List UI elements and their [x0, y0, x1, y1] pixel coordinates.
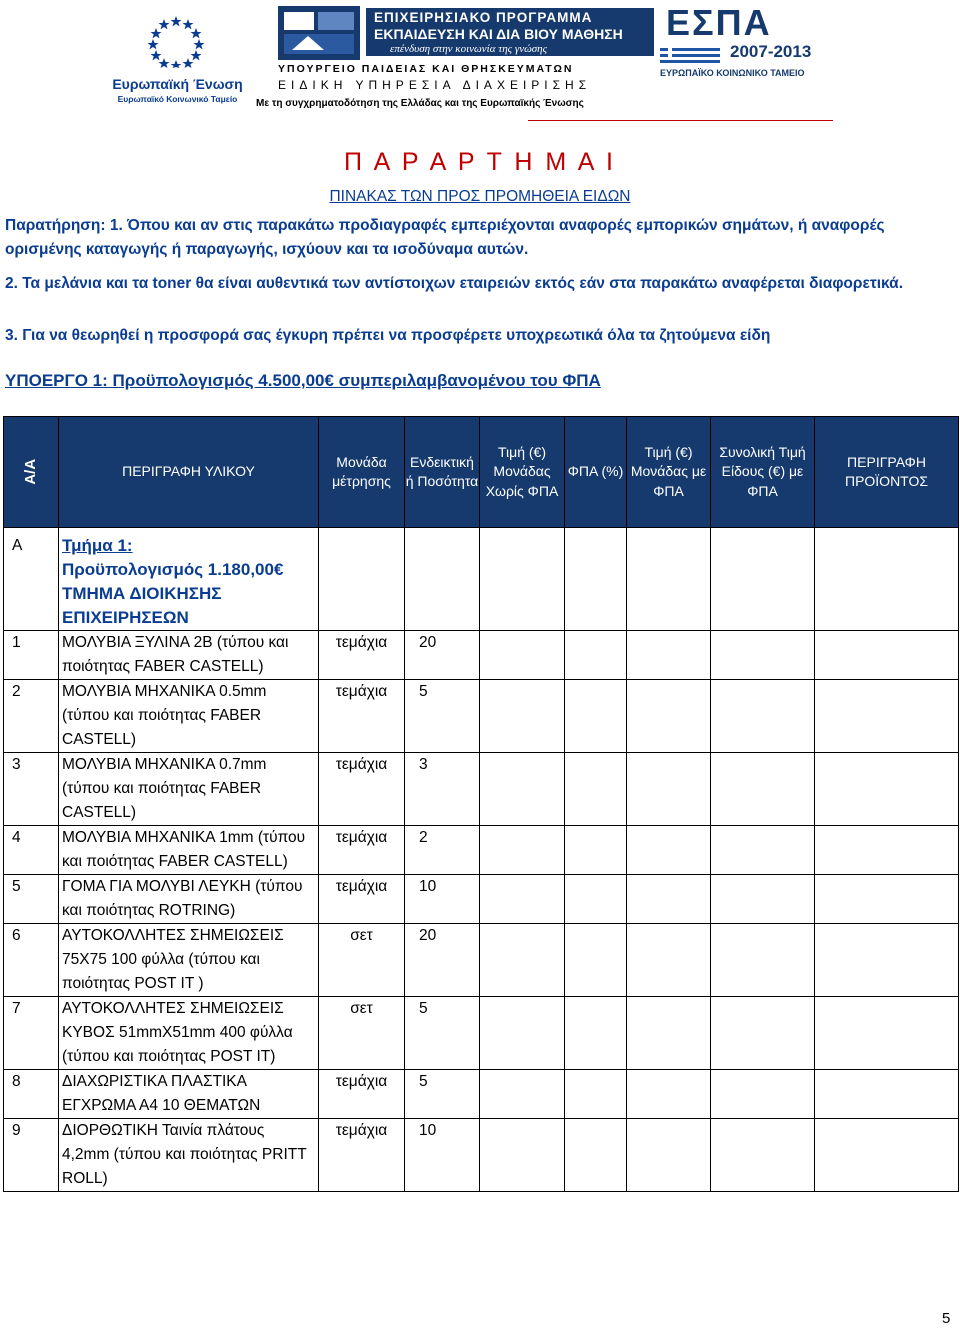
ministry-name: ΥΠΟΥΡΓΕΙΟ ΠΑΙΔΕΙΑΣ ΚΑΙ ΘΡΗΣΚΕΥΜΑΤΩΝ [278, 63, 574, 75]
item-description: ΑΥΤΟΚΟΛΛΗΤΕΣ ΣΗΜΕΙΩΣΕΙΣ 75Χ75 100 φύλλα (τύπου και ποιότητας POST IT ) [59, 924, 319, 997]
col-header-description: ΠΕΡΙΓΡΑΦΗ ΥΛΙΚΟΥ [59, 417, 319, 528]
item-quantity: 5 [405, 1070, 480, 1119]
item-description: ΜΟΛΥΒΙΑ ΜΗΧΑΝΙΚΑ 0.7mm (τύπου και ποιότητας FABER CASTELL) [59, 753, 319, 826]
item-number: 6 [4, 924, 59, 997]
item-vat [565, 997, 627, 1070]
item-vat [565, 631, 627, 680]
item-product-description [815, 631, 959, 680]
item-total [711, 997, 815, 1070]
item-number: 5 [4, 875, 59, 924]
item-vat [565, 753, 627, 826]
item-product-description [815, 924, 959, 997]
item-description: ΓΟΜΑ ΓΙΑ ΜΟΛΥΒΙ ΛΕΥΚΗ (τύπου και ποιότητας ROTRING) [59, 875, 319, 924]
managing-authority: ΕΙΔΙΚΗ ΥΠΗΡΕΣΙΑ ΔΙΑΧΕΙΡΙΣΗΣ [278, 78, 592, 92]
item-description: ΜΟΛΥΒΙΑ ΞΥΛΙΝΑ 2Β (τύπου και ποιότητας FABER CASTELL) [59, 631, 319, 680]
item-price-no-vat [480, 631, 565, 680]
item-product-description [815, 997, 959, 1070]
item-price-no-vat [480, 997, 565, 1070]
header-divider [528, 120, 833, 121]
item-product-description [815, 1070, 959, 1119]
item-number: 9 [4, 1119, 59, 1192]
operational-programme-logo [256, 6, 658, 114]
item-total [711, 631, 815, 680]
item-product-description [815, 875, 959, 924]
page-number: 5 [942, 1310, 951, 1327]
espa-wordmark: ΕΣΠΑ [666, 2, 772, 43]
item-quantity: 10 [405, 1119, 480, 1192]
eu-logo [105, 8, 250, 108]
programme-slogan: επένδυση στην κοινωνία της γνώσης [390, 43, 548, 55]
col-header-total: Συνολική Τιμή Είδους (€) με ΦΠΑ [711, 417, 815, 528]
item-unit: τεμάχια [319, 1119, 405, 1192]
item-number: 8 [4, 1070, 59, 1119]
annex-title: Π Α Ρ Α Ρ Τ Η Μ Α Ι [344, 148, 616, 176]
espa-logo [660, 2, 830, 86]
item-unit: τεμάχια [319, 680, 405, 753]
annex-subtitle: ΠΙΝΑΚΑΣ ΤΩΝ ΠΡΟΣ ΠΡΟΜΗΘΕΙΑ ΕΙΔΩΝ [329, 188, 631, 205]
item-number: 1 [4, 631, 59, 680]
item-vat [565, 680, 627, 753]
table-row [4, 631, 959, 680]
eu-logo-title: Ευρωπαϊκή Ένωση [112, 76, 243, 92]
item-total [711, 924, 815, 997]
item-number: 4 [4, 826, 59, 875]
section-row [4, 528, 959, 631]
item-price-no-vat [480, 753, 565, 826]
item-unit: τεμάχια [319, 1070, 405, 1119]
items-table [3, 416, 959, 1192]
item-product-description [815, 826, 959, 875]
item-description: ΜΟΛΥΒΙΑ ΜΗΧΑΝΙΚΑ 0.5mm (τύπου και ποιότητας FABER CASTELL) [59, 680, 319, 753]
item-price-no-vat [480, 924, 565, 997]
item-total [711, 826, 815, 875]
item-description: ΜΟΛΥΒΙΑ ΜΗΧΑΝΙΚΑ 1mm (τύπου και ποιότητας FABER CASTELL) [59, 826, 319, 875]
table-row [4, 1070, 959, 1119]
item-price-no-vat [480, 826, 565, 875]
page-header [0, 0, 960, 120]
item-price-with-vat [627, 1119, 711, 1192]
col-header-unit: Μονάδα μέτρησης [319, 417, 405, 528]
col-header-product-description: ΠΕΡΙΓΡΑΦΗ ΠΡΟΪΟΝΤΟΣ [815, 417, 959, 528]
eu-logo-subtitle: Ευρωπαϊκό Κοινωνικό Ταμείο [117, 94, 238, 104]
col-header-price-no-vat: Τιμή (€) Μονάδας Χωρίς ΦΠΑ [480, 417, 565, 528]
programme-title: ΕΠΙΧΕΙΡΗΣΙΑΚΟ ΠΡΟΓΡΑΜΜΑ [374, 10, 593, 25]
note-2: 2. Τα μελάνια και τα toner θα είναι αυθεντικά των αντίστοιχων εταιρειών εκτός εάν στα παρακάτω αναφέρεται διαφορετικά. [5, 275, 904, 292]
subproject-budget: ΥΠΟΕΡΓΟ 1: Προϋπολογισμός 4.500,00€ συμπεριλαμβανομένου του ΦΠΑ [5, 371, 601, 390]
item-price-no-vat [480, 875, 565, 924]
table-row [4, 924, 959, 997]
table-row [4, 680, 959, 753]
item-quantity: 10 [405, 875, 480, 924]
col-header-vat: ΦΠΑ (%) [565, 417, 627, 528]
item-quantity: 3 [405, 753, 480, 826]
programme-name: ΕΚΠΑΙΔΕΥΣΗ ΚΑΙ ΔΙΑ ΒΙΟΥ ΜΑΘΗΣΗ [374, 26, 623, 42]
item-quantity: 5 [405, 680, 480, 753]
item-product-description [815, 753, 959, 826]
item-price-with-vat [627, 753, 711, 826]
item-product-description [815, 680, 959, 753]
cofinancing-note: Με τη συγχρηματοδότηση της Ελλάδας και της Ευρωπαϊκής Ένωσης [256, 98, 584, 109]
table-row [4, 997, 959, 1070]
table-row [4, 875, 959, 924]
item-total [711, 753, 815, 826]
item-price-with-vat [627, 1070, 711, 1119]
item-description: ΑΥΤΟΚΟΛΛΗΤΕΣ ΣΗΜΕΙΩΣΕΙΣ ΚΥΒΟΣ 51mmX51mm 400 φύλλα (τύπου και ποιότητας POST IT) [59, 997, 319, 1070]
item-unit: τεμάχια [319, 875, 405, 924]
item-unit: τεμάχια [319, 631, 405, 680]
section-budget: Προϋπολογισμός 1.180,00€ [62, 560, 284, 579]
section-part: Τμήμα 1: [62, 536, 133, 555]
section-department: ΤΜΗΜΑ ΔΙΟΙΚΗΣΗΣ ΕΠΙΧΕΙΡΗΣΕΩΝ [62, 584, 222, 627]
item-quantity: 20 [405, 924, 480, 997]
table-row [4, 1119, 959, 1192]
item-unit: τεμάχια [319, 753, 405, 826]
item-total [711, 1070, 815, 1119]
item-price-with-vat [627, 875, 711, 924]
item-unit: τεμάχια [319, 826, 405, 875]
item-unit: σετ [319, 997, 405, 1070]
espa-fund-name: ΕΥΡΩΠΑΪΚΟ ΚΟΙΝΩΝΙΚΟ ΤΑΜΕΙΟ [660, 68, 805, 78]
item-price-with-vat [627, 924, 711, 997]
item-vat [565, 924, 627, 997]
item-unit: σετ [319, 924, 405, 997]
col-header-quantity: Ενδεικτική ή Ποσότητα [405, 417, 480, 528]
item-quantity: 20 [405, 631, 480, 680]
item-price-with-vat [627, 631, 711, 680]
item-quantity: 5 [405, 997, 480, 1070]
table-row [4, 826, 959, 875]
section-title-cell [59, 528, 319, 631]
section-code: Α [4, 528, 59, 631]
item-total [711, 1119, 815, 1192]
table-row [4, 753, 959, 826]
note-1: Παρατήρηση: 1. Όπου και αν στις παρακάτω προδιαγραφές εμπεριέχονται αναφορές εμπορικών σημάτων, ή αναφορές ορισμένης καταγωγής ή παραγωγής, ισχύουν και τα ισοδύναμα αυτών. [5, 217, 885, 258]
item-vat [565, 1070, 627, 1119]
item-description: ΔΙΟΡΘΩΤΙΚΗ Ταινία πλάτους 4,2mm (τύπου και ποιότητας PRITT ROLL) [59, 1119, 319, 1192]
item-total [711, 680, 815, 753]
item-number: 2 [4, 680, 59, 753]
item-description: ΔΙΑΧΩΡΙΣΤΙΚΑ ΠΛΑΣΤΙΚΑ ΕΓΧΡΩΜΑ Α4 10 ΘΕΜΑΤΩΝ [59, 1070, 319, 1119]
programme-mark-icon [278, 6, 360, 60]
item-price-with-vat [627, 997, 711, 1070]
item-vat [565, 875, 627, 924]
item-product-description [815, 1119, 959, 1192]
item-price-no-vat [480, 680, 565, 753]
item-vat [565, 826, 627, 875]
espa-period: 2007-2013 [730, 42, 812, 61]
item-vat [565, 1119, 627, 1192]
item-number: 3 [4, 753, 59, 826]
item-price-with-vat [627, 680, 711, 753]
item-price-no-vat [480, 1119, 565, 1192]
table-header-row [4, 417, 959, 528]
greek-flag-icon [660, 48, 720, 64]
item-quantity: 2 [405, 826, 480, 875]
col-header-aa: Α/Α [4, 417, 59, 528]
eu-flag-icon [137, 10, 215, 68]
col-header-price-with-vat: Τιμή (€) Μονάδας με ΦΠΑ [627, 417, 711, 528]
item-number: 7 [4, 997, 59, 1070]
item-total [711, 875, 815, 924]
note-3: 3. Για να θεωρηθεί η προσφορά σας έγκυρη πρέπει να προσφέρετε υποχρεωτικά όλα τα ζητούμενα είδη [5, 327, 771, 344]
item-price-no-vat [480, 1070, 565, 1119]
item-price-with-vat [627, 826, 711, 875]
